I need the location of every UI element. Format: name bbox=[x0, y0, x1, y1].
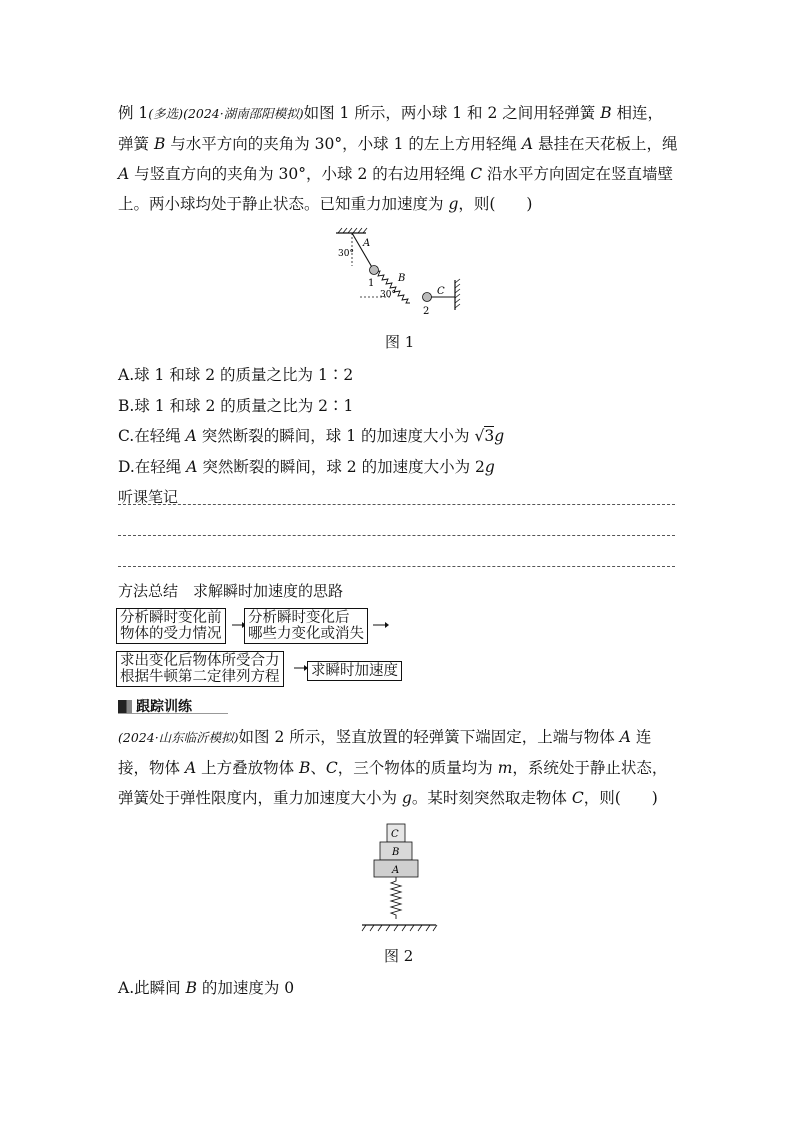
flow-text: 哪些力变化或消失 bbox=[248, 626, 364, 642]
var-g: g bbox=[494, 427, 505, 445]
question-text: 与水平方向的夹角为 30°，小球 1 的左上方用轻绳 bbox=[165, 135, 522, 153]
angle-top: 30° bbox=[338, 249, 354, 259]
note-line-2 bbox=[118, 535, 675, 536]
option-text: 突然断裂的瞬间，球 1 的加速度大小为 bbox=[196, 427, 475, 445]
example2-question bbox=[118, 722, 678, 813]
source-tag: (2024·山东临沂模拟) bbox=[118, 730, 239, 745]
notes-heading: 听课笔记 bbox=[118, 488, 179, 506]
ball-2 bbox=[423, 293, 432, 302]
var-g: g bbox=[484, 458, 495, 476]
question-text: 相连，弹簧 bbox=[118, 104, 664, 153]
var-a: A bbox=[185, 427, 197, 445]
example1-question bbox=[118, 98, 678, 219]
var-a: A bbox=[619, 728, 631, 746]
flow-text: 根据牛顿第二定律列方程 bbox=[120, 669, 280, 685]
multi-select-tag: (多选) bbox=[148, 106, 184, 121]
figure2-caption: 图 2 bbox=[384, 947, 414, 965]
figure1-caption: 图 1 bbox=[385, 333, 415, 351]
example-label: 例 1 bbox=[118, 104, 149, 122]
var-a: A bbox=[521, 135, 534, 153]
var-c: C bbox=[325, 759, 338, 777]
ball-1 bbox=[370, 266, 379, 275]
option-c bbox=[118, 424, 504, 446]
question-text: ，则( ) bbox=[583, 789, 658, 807]
var-m: m bbox=[497, 759, 513, 777]
var-a: A bbox=[186, 458, 198, 476]
question-text: ，三个物体的质量均为 bbox=[337, 759, 498, 777]
wall-hatch bbox=[455, 279, 460, 308]
label-1: 1 bbox=[368, 278, 375, 289]
flow-box-2 bbox=[244, 608, 368, 644]
spring bbox=[391, 877, 401, 919]
label-block-b: B bbox=[392, 847, 400, 858]
label-a: A bbox=[363, 238, 371, 249]
sqrt-radicand: 3 bbox=[484, 427, 495, 445]
angle-bottom: 30° bbox=[380, 290, 396, 300]
ground-hatch bbox=[362, 925, 437, 931]
label-b: B bbox=[398, 273, 406, 284]
question-text: 连接，物体 bbox=[118, 728, 652, 777]
figure1-diagram bbox=[330, 226, 470, 321]
option-b: B.球 1 和球 2 的质量之比为 2∶1 bbox=[118, 397, 354, 415]
flow-text: 求出变化后物体所受合力 bbox=[120, 653, 280, 669]
option-a: A.球 1 和球 2 的质量之比为 1∶2 bbox=[118, 366, 354, 384]
sqrt-symbol: √ bbox=[474, 427, 485, 445]
var-b: B bbox=[299, 759, 311, 777]
method-heading: 方法总结 求解瞬时加速度的思路 bbox=[118, 582, 344, 600]
var-b: B bbox=[600, 104, 612, 122]
note-line-3 bbox=[118, 566, 675, 567]
training-underline bbox=[118, 713, 228, 714]
question-text: 、 bbox=[310, 759, 326, 777]
label-c: C bbox=[437, 286, 445, 297]
flow-box-4: 求瞬时加速度 bbox=[307, 661, 402, 681]
ceiling-hatch bbox=[338, 228, 367, 233]
flow-text: 物体的受力情况 bbox=[120, 626, 222, 642]
flow-text: 分析瞬时变化后 bbox=[248, 610, 350, 626]
question-text: 如图 2 所示，竖直放置的轻弹簧下端固定，上端与物体 bbox=[238, 728, 620, 746]
option-text: D.在轻绳 bbox=[118, 458, 187, 476]
arrow-3 bbox=[294, 663, 308, 673]
question-text: ，则( ) bbox=[458, 195, 533, 213]
var-c: C bbox=[470, 165, 483, 183]
var-c: C bbox=[571, 789, 584, 807]
flow-box-1 bbox=[116, 608, 226, 644]
label-block-c: C bbox=[391, 829, 399, 840]
option-text: 的加速度为 0 bbox=[196, 979, 295, 997]
var-g: g bbox=[448, 195, 459, 213]
question-text: 悬挂在天花板上，绳 bbox=[533, 135, 678, 153]
figure2-diagram bbox=[360, 822, 440, 934]
flow-box-3 bbox=[116, 651, 284, 687]
option-a bbox=[118, 976, 294, 998]
question-text: 沿水平方向固定在竖直墙壁上。两小球均处于静止状态。已知重力加速度为 bbox=[118, 165, 673, 213]
question-text: 。某时刻突然取走物体 bbox=[411, 789, 572, 807]
question-text: 与竖直方向的夹角为 30°，小球 2 的右边用轻绳 bbox=[129, 165, 471, 183]
option-text: C.在轻绳 bbox=[118, 427, 186, 445]
var-g: g bbox=[401, 789, 412, 807]
question-text: ，系统处于静止状态，弹簧处于弹性限度内，重力加速度大小为 bbox=[118, 759, 668, 807]
badge-icon bbox=[118, 700, 132, 713]
label-block-a: A bbox=[392, 865, 400, 876]
question-text: 上方叠放物体 bbox=[196, 759, 299, 777]
var-a: A bbox=[184, 759, 197, 777]
flow-text: 分析瞬时变化前 bbox=[120, 610, 222, 626]
note-line-1 bbox=[118, 504, 675, 505]
option-text: 突然断裂的瞬间，球 2 的加速度大小为 2 bbox=[197, 458, 485, 476]
var-b: B bbox=[185, 979, 197, 997]
training-label: 跟踪训练 bbox=[136, 699, 192, 715]
source-tag: (2024·湖南邵阳模拟) bbox=[183, 106, 304, 121]
option-d bbox=[118, 455, 495, 477]
var-a: A bbox=[118, 165, 130, 183]
arrow-2 bbox=[373, 620, 389, 630]
option-text: A.此瞬间 bbox=[118, 979, 186, 997]
question-text: 如图 1 所示，两小球 1 和 2 之间用轻弹簧 bbox=[303, 104, 601, 122]
var-b: B bbox=[153, 135, 166, 153]
label-2: 2 bbox=[423, 306, 430, 317]
